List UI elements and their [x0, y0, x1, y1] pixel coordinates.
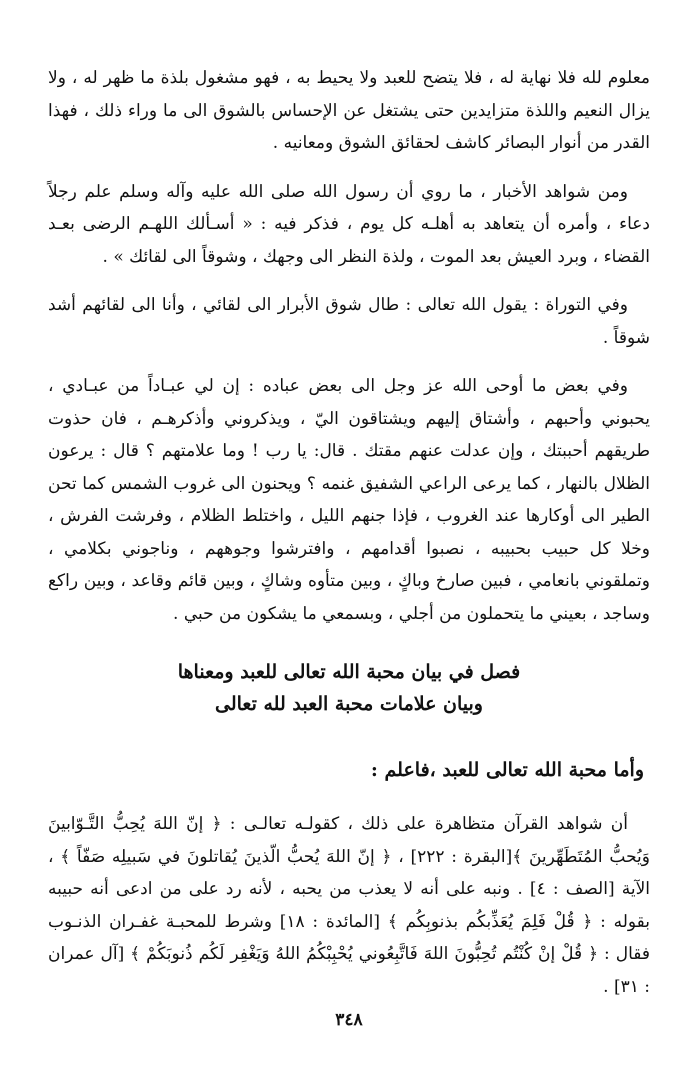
section-heading: [48, 656, 650, 720]
paragraph-torah-quote: وفي التوراة : يقول الله تعالى : طال شوق الأبرار الى لقائي ، وأنا الى لقائهم أشد شوقاً .: [48, 295, 650, 348]
subheading: وأما محبة الله تعالى للعبد ،فاعلم :: [370, 759, 644, 781]
paragraph-longing-conclusion: معلوم لله فلا نهاية له ، فلا يتضح للعبد ولا يحيط به ، فهو مشغول بلذة ما ظهر له ، ولا يزال النعيم واللذة متزايدين حتى يشتغل عن الإحساس بالشوق الى ما وراء ذلك ، فهذا القدر من أنوار البصائر كاشف لحقائق الشوق ومعانيه .: [48, 68, 650, 153]
section-heading-line-1: فصل في بيان محبة الله تعالى للعبد ومعناها: [177, 661, 521, 683]
paragraph-divine-revelation: وفي بعض ما أوحى الله عز وجل الى بعض عباده : إن لي عبـاداً من عبـادي ، يحبوني وأحبهم ، وأشتاق إليهم ويشتاقون اليّ ، ويذكروني وأذكرهـم ، فان حذوت طريقهم أحببتك ، وإن عدلت عنهم مقتك . قال: يا رب ! وما علامتهم ؟ قال : يرعون الظلال بالنهار ، كما يرعى الراعي الشفيق غنمه ؟ ويحنون الى غروب الشمس كما تحن الطير الى أوكارها عند الغروب ، فإذا جنهم الليل ، واختلط الظلام ، وفرشت الفرش ، وخلا كل حبيب بحبيبه ، نصبوا أقدامهم ، وافترشوا وجوههم ، وناجوني بكلامي ، وتملقوني بانعامي ، فبين صارخ وباكٍ ، وبين متأوه وشاكٍ ، وبين قائم وقاعد ، وبين راكع وساجد ، بعيني ما يتحملون من أجلي ، وبسمعي ما يشكون من حبي .: [48, 376, 650, 624]
paragraph-quran-evidence: أن شواهد القرآن متظاهرة على ذلك ، كقولـه تعالـى : ﴿ إنّ اللهَ يُحِبُّ التَّـوّابينَ وَيُحبُّ المُتَطَهِّرينَ ﴾[البقرة : ٢٢٢] ، ﴿ إنّ اللهَ يُحبُّ الّذينَ يُقاتلونَ في سَبيلِه صَفّاً ﴾ ، الآية [الصف : ٤] . ونبه على أنه لا يعذب من يحبه ، لأنه رد على من ادعى أنه حبيبه بقوله : ﴿ قُلْ فَلِمَ يُعَذِّبكُم بذنوبِكُم ﴾ [المائدة : ١٨] وشرط للمحبـة غفـران الذنـوب فقال : ﴿ قُلْ إنْ كُنْتُم تُحِبُّونَ اللهَ فَاتَّبِعُوني يُحْبِبْكُمُ اللهُ وَيَغْفِر لَكُم ذُنوبَكُمْ ﴾ [آل عمران : ٣١] .: [48, 814, 650, 997]
paragraph-hadith-supplication: ومن شواهد الأخبار ، ما روي أن رسول الله صلى الله عليه وآله وسلم علم رجلاً دعاء ، وأمره أن يتعاهد به أهلـه كل يوم ، فذكر فيه : « أسـألك اللهـم الرضى بعـد القضاء ، وبرد العيش بعد الموت ، ولذة النظر الى وجهك ، وشوقاً الى لقائك » .: [48, 181, 650, 267]
section-heading-line-2: وبيان علامات محبة العبد لله تعالى: [215, 693, 483, 715]
page-number: ٣٤٨: [335, 1010, 363, 1030]
